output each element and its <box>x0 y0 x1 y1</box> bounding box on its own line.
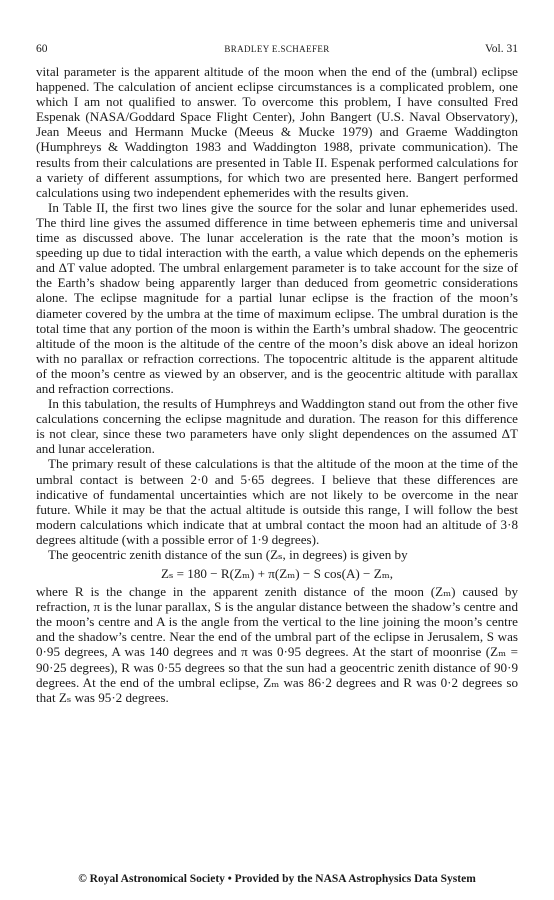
paragraph-3: In this tabulation, the results of Humphreys and Waddington stand out from the other five calculations concerning the eclipse magnitude and duration. The reason for this difference is not clear, since these two parameters have only slight dependences on the assumed ΔT and lunar acceleration. <box>36 396 522 457</box>
footer-credit: © Royal Astronomical Society • Provided by the NASA Astrophysics Data System <box>78 873 476 885</box>
page-number: 60 <box>36 43 48 55</box>
paragraph-6: where R is the change in the apparent zenith distance of the moon (Zₘ) caused by refraction, π is the lunar parallax, S is the angular distance between the shadow’s centre and the moon’s centre and A is the angle from the vertical to the line joining the moon’s centre and the shadow’s centre. Near the end of the umbral part of the eclipse in Jerusalem, S was 0·95 degrees, A was 140 degrees and π was 0·95 degrees. At the start of moonrise (Zₘ = 90·25 degrees), R was 0·55 degrees so that the sun had a geocentric zenith distance of 90·9 degrees. At the end of the umbral eclipse, Zₘ was 86·2 degrees and R was 0·2 degrees so that Zₛ was 95·2 degrees. <box>36 584 522 705</box>
paragraph-4: The primary result of these calculations is that the altitude of the moon at the time of the umbral contact is between 2·0 and 5·65 degrees. I believe that these differences are indicative of fundamental uncertainties which are not likely to be overcome in the near future. While it may be that the actual altitude is outside this range, I will follow the best modern calculations which indicate that at umbral contact the moon had an altitude of 3·8 degrees altitude (with a possible error of 1·9 degrees). <box>36 456 522 547</box>
article-body <box>36 64 522 705</box>
zenith-distance-equation: Zₛ = 180 − R(Zₘ) + π(Zₘ) − S cos(A) − Zₘ, <box>160 566 394 582</box>
running-author: BRADLEY E.SCHAEFER <box>224 44 330 54</box>
paragraph-5: The geocentric zenith distance of the sun (Zₛ, in degrees) is given by <box>48 547 408 562</box>
running-header <box>36 42 518 56</box>
paragraph-2: In Table II, the first two lines give the source for the solar and lunar ephemerides used. The third line gives the assumed difference in time between ephemeris time and universal time as discussed above. The lunar acceleration is the rate that the moon’s motion is speeding up due to tidal interaction with the earth, a value which depends on the ephemeris and ΔT value adopted. The umbral enlargement parameter is to take account for the size of the Earth’s shadow being apparently larger than deduced from geometric considerations alone. The eclipse magnitude for a partial lunar eclipse is the fraction of the moon’s diameter covered by the umbra at the time of maximum eclipse. The umbral duration is the total time that any portion of the moon is within the Earth’s umbral shadow. The geocentric altitude of the moon is the altitude of the centre of the moon’s disk above an ideal horizon with no parallax or refraction corrections. The topocentric altitude is the apparent altitude of the moon’s centre as viewed by an observer, and is the geocentric altitude with parallax and refraction corrections. <box>36 199 522 396</box>
volume-label: Vol. 31 <box>484 43 518 55</box>
paragraph-1: vital parameter is the apparent altitude of the moon when the end of the (umbral) eclipse happened. The calculation of ancient eclipse circumstances is a complicated problem, one which I am not qualified to answer. To overcome this problem, I have consulted Fred Espenak (NASA/Goddard Space Flight Center), John Bangert (U.S. Naval Observatory), Jean Meeus and Hermann Mucke (Meeus & Mucke 1979) and Graeme Waddington (Humphreys & Waddington 1983 and Waddington 1988, private communication). The results from their calculations are presented in Table II. Espenak performed calculations for a variety of different assumptions, for which two are presented here. Bangert performed calculations using two independent ephemerides with the results given. <box>36 64 522 200</box>
